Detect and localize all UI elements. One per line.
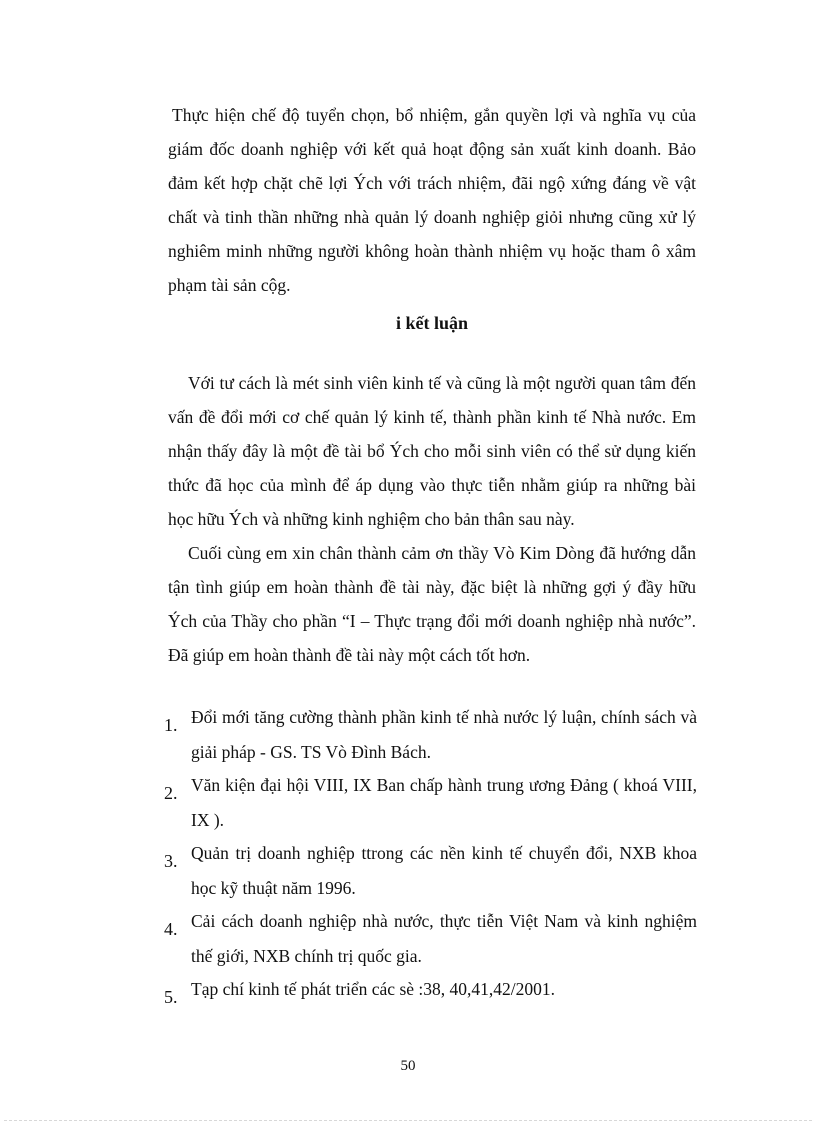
- reference-text: Văn kiện đại hội VIII, IX Ban chấp hành trung ương Đảng ( khoá VIII, IX ).: [191, 775, 697, 830]
- paragraph-director-responsibility: Thực hiện chế độ tuyển chọn, bổ nhiệm, gắn quyền lợi và nghĩa vụ của giám đốc doanh nghiệp với kết quả hoạt động sản xuất kinh doanh. Bảo đảm kết hợp chặt chẽ lợi Ých với trách nhiệm, đãi ngộ xứng đáng về vật chất và tinh thần những nhà quản lý doanh nghiệp giỏi nhưng cũng xử lý nghiêm minh những người không hoàn thành nhiệm vụ hoặc tham ô xâm phạm tài sản cộg.: [168, 105, 696, 295]
- reference-text: Quản trị doanh nghiệp ttrong các nền kinh tế chuyển đổi, NXB khoa học kỹ thuật năm 1996.: [191, 843, 697, 898]
- reference-number: 5.: [164, 987, 178, 1007]
- section-heading-conclusion: i kết luận: [395, 313, 469, 333]
- paragraph-acknowledgement: Cuối cùng em xin chân thành cảm ơn thầy Vò Kim Dòng đã hướng dẫn tận tình giúp em hoàn thành đề tài này, đặc biệt là những gợi ý đầy hữu Ých của Thầy cho phần “I – Thực trạng đổi mới doanh nghiệp nhà nước”. Đã giúp em hoàn thành đề tài này một cách tốt hơn.: [168, 543, 696, 665]
- page-number: 50: [400, 1058, 416, 1074]
- paragraph-conclusion-intro: Với tư cách là mét sinh viên kinh tế và cũng là một người quan tâm đến vấn đề đổi mới cơ chế quản lý kinh tế, thành phần kinh tế Nhà nước. Em nhận thấy đây là một đề tài bổ Ých cho mỗi sinh viên có thể sử dụng kiến thức đã học của mình để áp dụng vào thực tiễn nhằm giúp ra những bài học hữu Ých và những kinh nghiệm cho bản thân sau này.: [168, 373, 696, 529]
- reference-text: Cải cách doanh nghiệp nhà nước, thực tiễn Việt Nam và kinh nghiệm thế giới, NXB chính trị quốc gia.: [191, 911, 697, 966]
- reference-text: Tạp chí kinh tế phát triển các sè :38, 40,41,42/2001.: [191, 979, 556, 999]
- reference-text: Đổi mới tăng cường thành phần kinh tế nhà nước lý luận, chính sách và giải pháp - GS. TS Vò Đình Bách.: [191, 707, 697, 762]
- reference-number: 3.: [164, 851, 178, 871]
- reference-number: 4.: [164, 919, 178, 939]
- reference-number: 1.: [164, 715, 178, 735]
- page-bottom-divider: [4, 1120, 812, 1121]
- reference-number: 2.: [164, 783, 178, 803]
